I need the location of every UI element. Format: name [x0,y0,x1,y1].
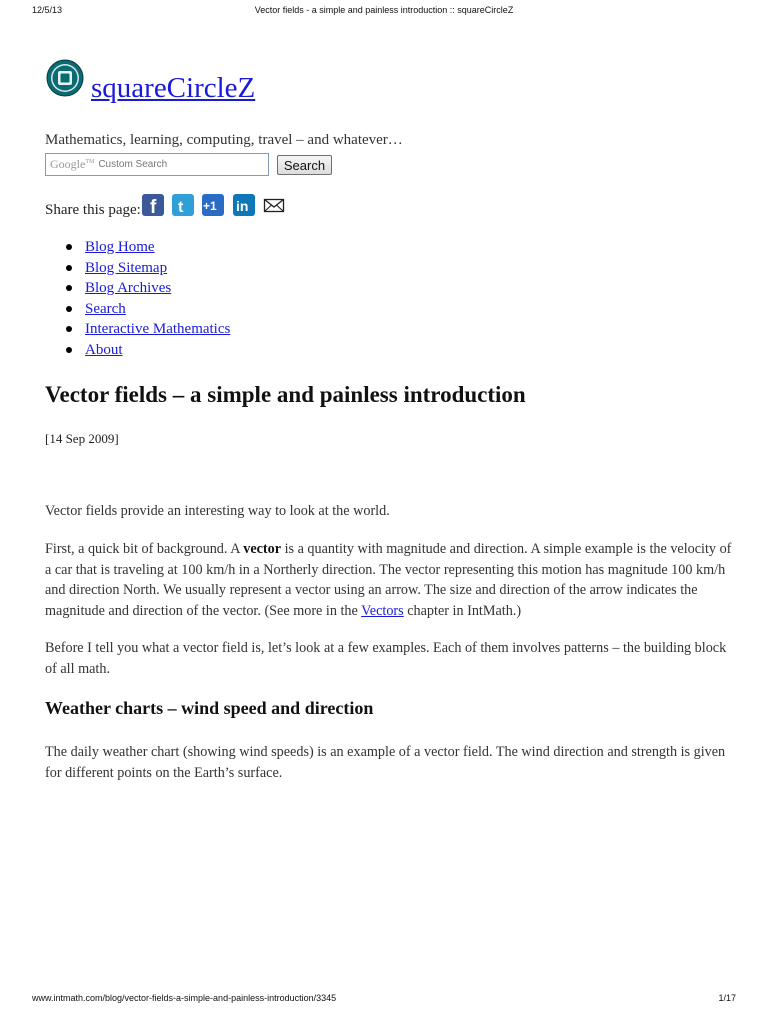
bullet [66,285,72,291]
print-page-title: Vector fields - a simple and painless introduction :: squareCircleZ [254,5,514,15]
post-date: [14 Sep 2009] [45,431,119,446]
print-url: www.intmath.com/blog/vector-fields-a-simple-and-painless-introduction/3345 [32,993,337,1003]
google-plus-icon[interactable] [202,194,224,216]
svg-text:t: t [178,199,184,216]
search-placeholder: Custom Search [98,159,168,170]
share-label: Share this page: [45,202,141,218]
vectors-chapter-link[interactable]: Vectors [361,602,404,619]
share-bar [45,194,445,220]
svg-text:in: in [236,198,249,214]
print-header [0,5,768,21]
nav-link-about[interactable]: About [85,341,123,358]
section-heading-weather-charts: Weather charts – wind speed and direction [45,698,374,718]
nav-item-interactive-mathematics [45,320,230,341]
linkedin-icon[interactable] [233,194,255,216]
nav-item-search [45,300,230,321]
weather-paragraph: The daily weather chart (showing wind speeds) is an example of a vector field. The wind direction and strength is given for different points on the Earth’s surface. [45,744,726,781]
site-title-link[interactable]: squareCircleZ [91,72,256,104]
bullet [66,306,72,312]
twitter-icon[interactable] [172,194,194,216]
bullet [66,326,72,332]
nav-link-blog-home[interactable]: Blog Home [85,239,155,255]
bullet [66,347,72,353]
intro-paragraph: Vector fields provide an interesting way to look at the world. [45,503,390,519]
nav-link-blog-archives[interactable]: Blog Archives [85,280,172,297]
post-title: Vector fields – a simple and painless introduction [45,382,526,407]
print-date: 12/5/13 [32,5,63,15]
bullet [66,244,72,250]
nav-item-about [45,341,230,362]
background-paragraph: First, a quick bit of background. A vector is a quantity with magnitude and direction. A simple example is the velocity of a car that is traveling at 100 km/h in a Northerly direction. The vector representing this motion has magnitude 100 km/h and direction North. We usually represent a vector using an arrow. The size and direction of the arrow indicates the magnitude and direction of the vector. (See more in the Vectors chapter in IntMath.) [45,541,732,619]
nav-item-blog-home [45,238,230,259]
bullet [66,265,72,271]
nav-link-blog-sitemap[interactable]: Blog Sitemap [85,259,168,276]
site-header [45,58,445,108]
nav-link-interactive-mathematics[interactable]: Interactive Mathematics [85,321,231,338]
facebook-icon[interactable] [142,194,164,216]
svg-text:f: f [150,197,157,216]
square-circle-logo-icon[interactable] [45,58,85,98]
nav-item-blog-archives [45,279,230,300]
google-logo: Google™ [50,157,95,171]
nav-item-blog-sitemap [45,259,230,280]
email-icon[interactable] [263,194,285,216]
blog-nav [45,238,230,362]
search-button[interactable]: Search [277,155,332,175]
examples-paragraph: Before I tell you what a vector field is, let’s look at a few examples. Each of them involves patterns – the building block of all math. [45,640,727,677]
search-form [45,153,445,177]
print-footer [0,993,768,1007]
svg-text:+1: +1 [203,199,217,213]
nav-link-search[interactable]: Search [85,300,126,317]
print-page-number: 1/17 [718,993,736,1003]
vector-term: vector [243,541,282,557]
site-tagline: Mathematics, learning, computing, travel – and whatever… [45,132,403,148]
search-input[interactable] [45,153,269,176]
